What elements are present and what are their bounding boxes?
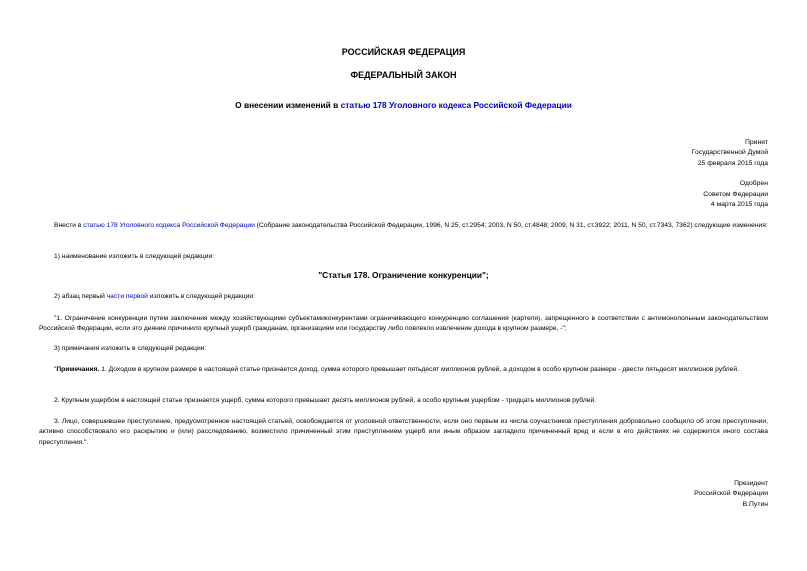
item-1: 1) наименование изложить в следующей редакции:	[54, 253, 215, 260]
note-label: Примечания.	[56, 366, 100, 373]
approved-label: Одобрен	[739, 180, 768, 188]
note-1: "Примечания. 1. Доходом в крупном размере в настоящей статье признается доход, сумма которого превышает пятьдесят миллионов рублей, а доходом в особо крупном размере - двести пятьдесят миллионов рублей.	[54, 366, 739, 373]
signature-block	[694, 479, 768, 510]
item-2-prefix: 2) абзац первый	[54, 293, 107, 300]
accepted-label: Принят	[744, 139, 768, 146]
accepted-date: 25 февраля 2015 года	[697, 159, 768, 167]
item-3: 3) примечания изложить в следующей редакции:	[54, 345, 207, 352]
adoption-block	[692, 138, 768, 210]
note-1-text: 1. Доходом в крупном размере в настоящей статье признается доход, сумма которого превышает пятьдесят миллионов рублей, а доходом в особо крупном размере - двести пятьдесят миллионов рублей.	[99, 366, 739, 373]
note-2: 2. Крупным ущербом в настоящей статье признается ущерб, сумма которого превышает десять миллионов рублей, а особо крупным ущербом - тридцать миллионов рублей.	[54, 397, 597, 404]
note-3: 3. Лицо, совершившее преступление, предусмотренное настоящей статьей, освобождается от уголовной ответственности, если оно первым из числа соучастников преступления добровольно сообщило об этом преступлении, активно способствовало его раскрытию и (или) расследованию, возместило причиненный этим преступлением ущерб или иным образом загладило причиненный вред и если в его действиях не содержится иного состава преступления.".	[39, 418, 768, 446]
country-heading: РОССИЙСКАЯ ФЕДЕРАЦИЯ	[341, 47, 466, 57]
article-heading: "Статья 178. Ограничение конкуренции";	[318, 270, 489, 280]
document-type-heading: ФЕДЕРАЛЬНЫЙ ЗАКОН	[350, 70, 457, 80]
signature-country: Российской Федерации	[694, 490, 768, 498]
approved-by: Советом Федерации	[703, 190, 768, 198]
accepted-by: Государственной Думой	[691, 149, 768, 157]
intro-prefix: Внести в	[54, 222, 84, 229]
law-title-prefix: О внесении изменений в	[235, 100, 341, 110]
part-1-text: "1. Ограничение конкуренции путем заключения между хозяйствующими субъектамиконкурентами ограничивающего конкуренцию соглашения (картеля), запрещенного в соответствии с антимонопольным законодательством Российской Федерации, если это деяние причинило крупный ущерб гражданам, организациям или государству либо повлекло извлечение дохода в крупном размере, -";	[39, 315, 768, 333]
item-2-suffix: изложить в следующей редакции:	[147, 293, 255, 300]
intro-article-link[interactable]: статью 178 Уголовного кодекса Российской Федерации	[83, 222, 255, 229]
law-title	[0, 100, 807, 110]
article-178-link[interactable]: статью 178 Уголовного кодекса Российской Федерации	[340, 100, 572, 110]
item-2	[39, 292, 768, 302]
intro-suffix: (Собрание законодательства Российской Федерации, 1996, N 25, ст.2954; 2003, N 50, ст.4848; 2009, N 31, ст.3922; 2011, N 50, ст.7343, 7362) следующие изменения:	[254, 222, 768, 229]
signature-role: Президент	[734, 480, 768, 487]
approved-date: 4 марта 2015 года	[710, 201, 768, 209]
part-one-link[interactable]: части первой	[106, 293, 148, 300]
intro-paragraph	[39, 221, 768, 231]
signature-name: В.Путин	[742, 500, 768, 508]
